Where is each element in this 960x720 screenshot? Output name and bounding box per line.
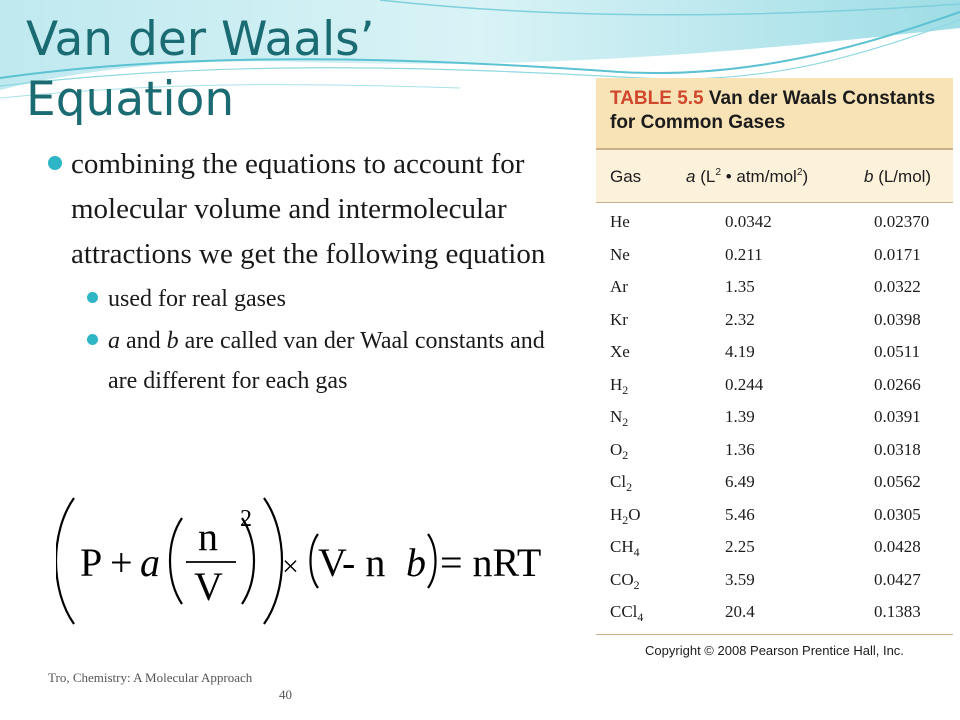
table-copyright: Copyright © 2008 Pearson Prentice Hall, Inc. <box>645 643 904 658</box>
col-a-var: a <box>686 167 696 186</box>
table-title <box>610 87 945 135</box>
gas-subscript: 4 <box>637 610 644 624</box>
table-row <box>596 564 953 597</box>
cell-gas <box>610 570 640 590</box>
col-a-unit-pre: (L <box>695 167 716 186</box>
table-title-text: Van der Waals Constants for Common Gases <box>610 88 936 133</box>
table-row <box>596 271 953 304</box>
eq-v: V <box>194 564 223 609</box>
col-a-unit-post: ) <box>802 167 809 186</box>
cell-b: 0.0398 <box>874 309 921 329</box>
table-column-headers <box>596 150 953 203</box>
col-b-unit: (L/mol) <box>873 167 932 186</box>
gas-subscript: 2 <box>633 577 640 592</box>
cell-b: 0.0562 <box>874 472 921 491</box>
table-row <box>596 304 953 337</box>
cell-gas <box>610 537 640 557</box>
text-and: and <box>120 328 167 354</box>
table-row <box>596 531 953 564</box>
table-row <box>596 401 953 434</box>
col-a-exp: 2 <box>715 167 721 178</box>
table-bottom-rule <box>596 634 953 635</box>
gas-subscript: 4 <box>633 545 640 559</box>
sub-bullet-real-gases: used for real gases <box>83 279 566 319</box>
eq-times: × <box>282 550 299 583</box>
table-row <box>596 369 953 402</box>
var-b: b <box>166 328 179 354</box>
gas-subscript: 2 <box>622 447 629 462</box>
table-row <box>596 434 953 467</box>
table-row <box>596 206 953 239</box>
cell-b: 0.0427 <box>874 569 921 589</box>
cell-b: 0.0266 <box>874 374 921 394</box>
gas-formula-suffix: O <box>628 504 641 524</box>
cell-a: 4.19 <box>725 342 755 361</box>
cell-gas <box>610 472 632 492</box>
cell-b: 0.0171 <box>874 244 921 264</box>
cell-a: 1.35 <box>725 277 755 296</box>
gas-subscript: 2 <box>626 480 633 494</box>
table-row <box>596 336 953 369</box>
cell-b: 0.02370 <box>874 212 930 231</box>
gas-formula: CH <box>610 537 634 556</box>
table-row <box>596 596 953 629</box>
cell-b: 0.0428 <box>874 537 921 556</box>
cell-b: 0.0322 <box>874 277 921 296</box>
bullet-main: combining the equations to account for molecular volume and intermolecular attractions we get the following equation <box>46 142 566 277</box>
gas-formula: CO <box>610 569 634 589</box>
cell-a: 0.211 <box>725 244 763 264</box>
big-right-paren <box>264 498 282 624</box>
col-header-b <box>864 167 931 187</box>
gas-formula: H <box>610 504 623 524</box>
gas-formula: He <box>610 212 630 231</box>
gas-formula: Ne <box>610 244 630 264</box>
cell-a: 1.36 <box>725 439 755 459</box>
van-der-waals-equation <box>56 492 556 630</box>
paren-vnb-left <box>311 534 319 588</box>
gas-formula: H <box>610 374 623 394</box>
cell-gas <box>610 342 630 362</box>
cell-gas <box>610 212 630 232</box>
sub-bullet-constants <box>83 321 566 401</box>
slide-title <box>26 10 566 130</box>
gas-formula: Cl <box>610 472 627 491</box>
cell-a: 1.39 <box>725 407 755 426</box>
cell-b: 0.0391 <box>874 407 921 426</box>
title-line-1: Van der Waals’ <box>26 12 375 67</box>
cell-gas <box>610 375 628 395</box>
cell-gas <box>610 440 628 460</box>
constants-table <box>596 78 953 664</box>
cell-b: 0.0511 <box>874 342 921 361</box>
text-constants-rest: are called van der Waal constants and are different for each gas <box>108 328 545 394</box>
cell-b: 0.0318 <box>874 439 921 459</box>
cell-gas <box>610 407 628 427</box>
cell-gas <box>610 505 641 525</box>
cell-a: 0.244 <box>725 374 764 394</box>
page-number: 40 <box>279 687 292 702</box>
table-row <box>596 466 953 499</box>
cell-gas <box>610 277 628 297</box>
col-header-gas: Gas <box>610 167 642 186</box>
eq-minus-n: - n <box>342 540 386 585</box>
gas-subscript: 2 <box>622 382 629 397</box>
bullet-list <box>46 142 566 401</box>
cell-gas <box>610 310 628 330</box>
cell-b: 0.0305 <box>874 504 921 524</box>
eq-exp: 2 <box>240 506 252 532</box>
gas-subscript: 2 <box>622 512 629 527</box>
cell-a: 3.59 <box>725 569 755 589</box>
col-a-exp2: 2 <box>796 167 803 178</box>
cell-a: 6.49 <box>725 472 755 491</box>
table-label: TABLE 5.5 <box>610 88 704 109</box>
eq-b: b <box>406 540 426 585</box>
cell-a: 20.4 <box>725 602 755 621</box>
cell-b: 0.1383 <box>874 602 921 621</box>
title-line-2: Equation <box>26 72 235 127</box>
gas-formula: Xe <box>610 342 630 361</box>
eq-plus: + <box>110 540 133 585</box>
cell-gas <box>610 602 643 622</box>
gas-subscript: 2 <box>622 415 629 429</box>
eq-n: n <box>198 514 218 559</box>
gas-formula: Ar <box>610 277 628 296</box>
col-header-a <box>686 167 808 187</box>
footer-source: Tro, Chemistry: A Molecular Approach <box>48 670 253 685</box>
gas-formula: Kr <box>610 309 628 329</box>
col-b-var: b <box>864 167 874 186</box>
col-a-unit-mid: • atm/mol <box>720 167 797 186</box>
paren-vnb-right <box>428 534 436 588</box>
table-row <box>596 499 953 532</box>
gas-formula: N <box>610 407 623 426</box>
table-header <box>596 78 953 150</box>
table-row <box>596 239 953 272</box>
gas-formula: CCl <box>610 602 638 621</box>
cell-a: 5.46 <box>725 504 755 524</box>
big-left-paren <box>56 498 74 624</box>
table-body <box>596 206 953 629</box>
var-a: a <box>108 328 120 354</box>
cell-a: 2.25 <box>725 537 755 556</box>
cell-a: 0.0342 <box>725 212 772 231</box>
cell-a: 2.32 <box>725 309 755 329</box>
eq-p: P <box>80 540 103 585</box>
frac-left-paren <box>170 518 182 604</box>
eq-v2: V <box>318 540 347 585</box>
gas-formula: O <box>610 439 623 459</box>
cell-gas <box>610 245 630 265</box>
eq-a: a <box>140 540 160 585</box>
eq-rhs: = nRT <box>440 540 542 585</box>
